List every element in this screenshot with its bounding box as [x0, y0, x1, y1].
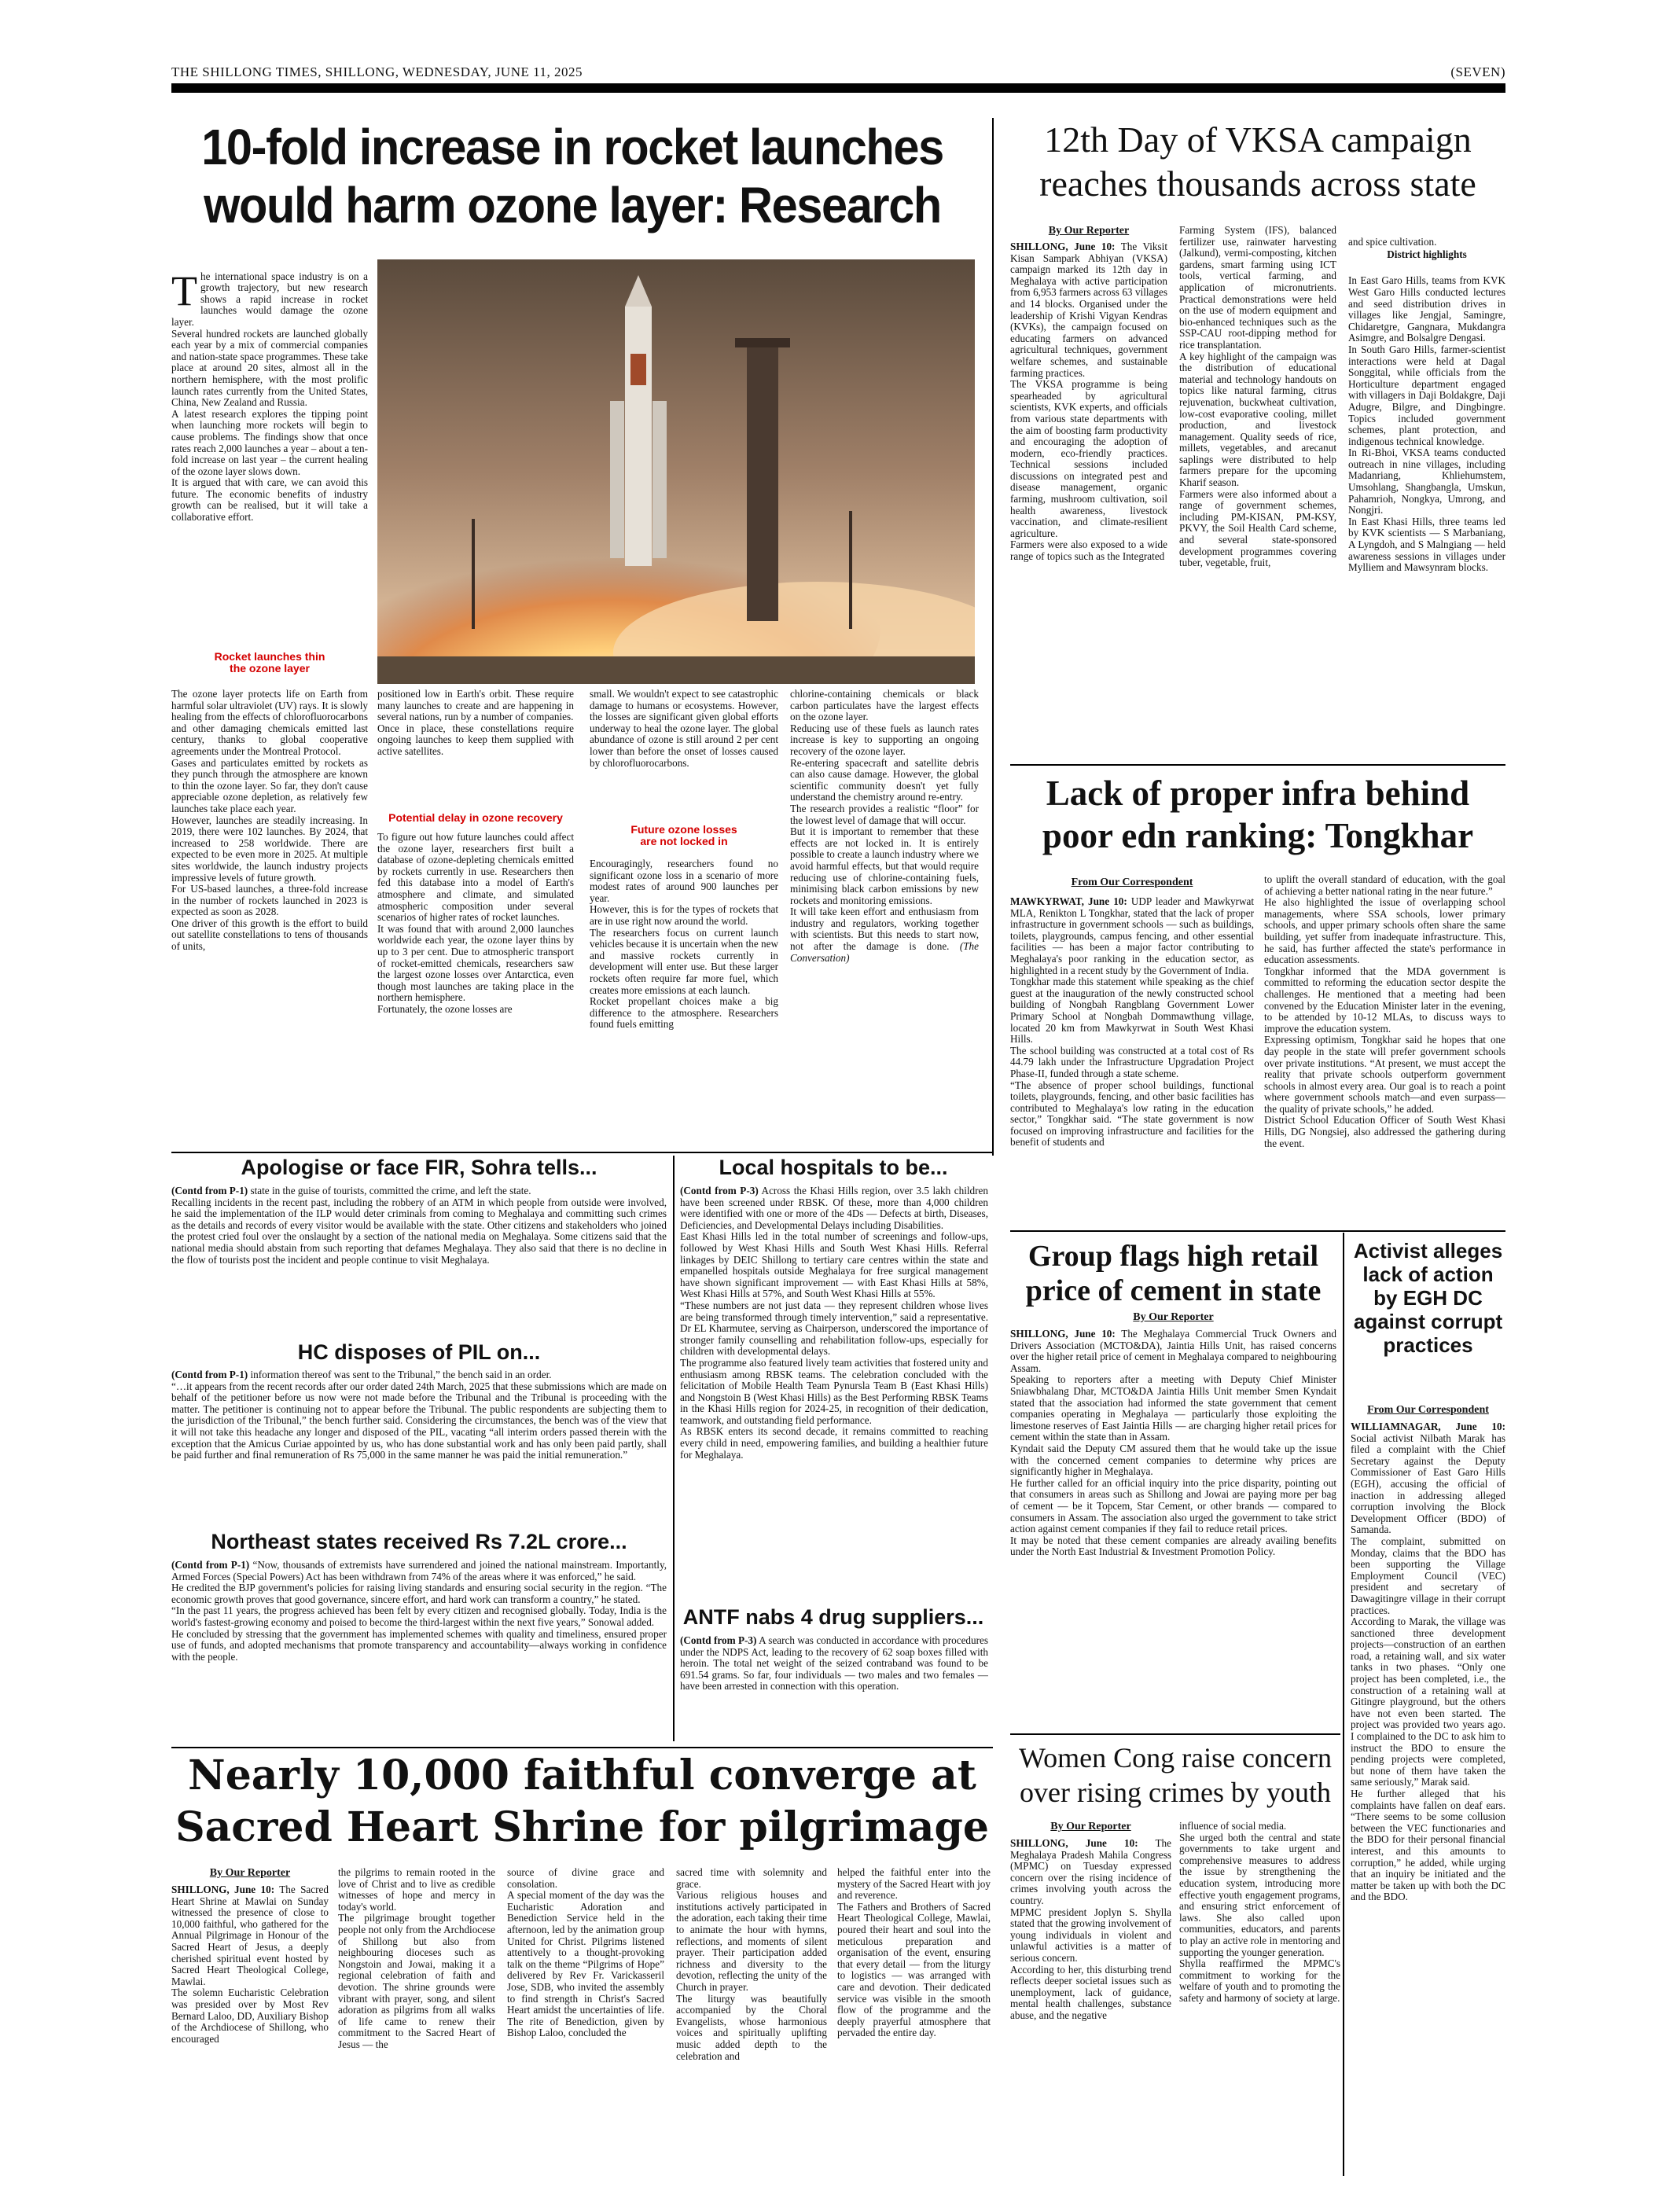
cement-dateline: SHILLONG, June 10: — [1010, 1329, 1116, 1340]
sohra-body: (Contd from P-1) state in the guise of tourists, committed the crime, and left the state. Recalling incidents in the recent past, including the robbery of an ATM in which people from outside were involved, he said the implementation of the ILP would deter criminals from coming to Meghalaya and committing such crimes as the details and records of every visitor would be available with the state. Other citizens and stakeholders who joined the protest cried foul over the onslaught by a section of the national media on Meghalaya. Some citizens said that the national media should abstain from such reporting that defames Meghalaya. They also said that there is no decline in the flow of tourists post the incident and people continue to visit Meghalaya. — [171, 1185, 667, 1266]
activist-dateline: WILLIAMNAGAR, June 10: — [1351, 1421, 1505, 1432]
cement-body: SHILLONG, June 10: The Meghalaya Commercial Truck Owners and Drivers Association (MCTO&DA), Jaintia Hills Unit, has raised concerns over the higher retail price of cement in Meghalaya compared to neighbouring Assam. Speaking to reporters after a meeting with Deputy Chief Minister Sniawbhalang Dhar, MCTO&DA Jaintia Hills Unit member Smen Kyndait stated that the association had informed the state government that cement companies operating in Meghalaya — particularly those exploiting the limestone reserves of East Jaintia Hills — are charging higher retail prices for cement within the state than in Assam. Kyndait said the Deputy CM assured them that he would take up the issue with the concerned cement companies to determine why prices are significantly higher in Meghalaya. He further called for an official inquiry into the price disparity, pointing out that consumers in areas such as Shillong and Jowai are paying more per bag of cement — be it Topcem, Star Cement, or other brands — compared to consumers in Assam. The association also urged the government to take strict action against cement companies if they fail to reduce retail prices. It may be noted that these cement companies are already availing benefits under the North East Industrial & Investment Promotion Policy. — [1010, 1329, 1336, 1558]
rule-v-rocket — [992, 118, 994, 1156]
rocket-col1-bottom: The ozone layer protects life on Earth from harmful solar ultraviolet (UV) rays. It is slowly healing from the effects of chlorofluorocarbons and other damaging chemicals emitted last century, thanks to global cooperative agreements under the Montreal Protocol. Gases and particulates emitted by rockets as they punch through the atmosphere are known to thin the ozone layer. So far, they don't cause appreciable ozone depletion, as relatively few launches take place each year. However, launches are steadily increasing. In 2019, there were 102 launches. By 2024, that increased to 258 worldwide. There are expected to be even more in 2025. At multiple sites worldwide, the launch industry projects impressive levels of future growth. For US-based launches, a three-fold increase in the number of rockets launched in 2023 is expected as soon as 2028. One driver of this growth is the effort to build out satellite constellations to tens of thousands of units, — [171, 689, 368, 953]
pilgrimage-byline: By Our Reporter — [209, 1867, 291, 1879]
sohra-headline: Apologise or face FIR, Sohra tells... — [241, 1156, 597, 1179]
rocket-launch-image — [377, 259, 975, 684]
vksa-col1: SHILLONG, June 10: The Viksit Kisan Sampark Abhiyan (VKSA) campaign marked its 12th day in Meghalaya with active participation from 6,953 farmers across 63 villages and 14 blocks. Organised under the leadership of Krishi Vigyan Kendras (KVKs), the campaign focused on educating farmers on advanced agricultural techniques, government welfare schemes, and sustainable farming practices. The VKSA programme is being spearheaded by agricultural scientists, KVK experts, and officials from various state departments with the aim of boosting farm productivity and encouraging the adoption of modern, eco-friendly practices. Technical sessions included discussions on integrated pest and disease management, organic farming, mushroom cultivation, soil health awareness, livestock vaccination, and climate-resilient agriculture. Farmers were also exposed to a wide range of topics such as the Integrated — [1010, 241, 1167, 563]
mpmc-dateline: SHILLONG, June 10: — [1010, 1838, 1138, 1849]
drop-cap: T — [171, 266, 197, 314]
pilgrimage-col2: the pilgrims to remain rooted in the love of Christ and to live as credible witnesses of hope and mercy in today's world. The pilgrimage brought together people not only from the Archdiocese of Shillong but also from neighbouring dioceses such as Nongstoin and Jowai, making it a regional celebration of faith and devotion. The shrine grounds were vibrant with prayer, song, and silent adoration as pilgrims from all walks of life came to renew their commitment to the Sacred Heart of Jesus — the — [338, 1867, 495, 2050]
hc-body: (Contd from P-1) information thereof was sent to the Tribunal,” the bench said in an order. “…it appears from the recent records after our order dated 24th March, 2025 that these submissions which are made on behalf of the petitioner before us now were not made before the Tribunal and the Tribunal is proceeding with the matter. The petitioner is continuing not to appear before the Tribunal. The public respondents are subjecting them to the jurisdiction of the Tribunal,” the bench further said. Considering the circumstances, the bench was of the view that it will not take this headache any longer and disposed of the PIL, vacating “all interim orders passed therein with the exception that the Amicus Curiae appointed by us, who has done substantial work and has only been paid partly, shall be paid further and final remuneration of Rs 75,000 in the same manner he was paid the initial remuneration.” — [171, 1369, 667, 1461]
vksa-byline: By Our Reporter — [1048, 225, 1130, 237]
mpmc-col1: SHILLONG, June 10: The Meghalaya Pradesh Mahila Congress (MPMC) on Tuesday expressed concern over the rising incidence of crimes involving youth across the country. MPMC president Joplyn S. Shylla stated that the growing involvement of young individuals in violent and unlawful activities is a matter of serious concern. According to her, this disturbing trend reflects deeper societal issues such as unemployment, lack of guidance, mental health challenges, substance abuse, and the negative — [1010, 1838, 1171, 2021]
page-header — [171, 64, 1505, 80]
rocket-headline: 10-fold increase in rocket launches would harm ozone layer: Research — [201, 119, 943, 233]
rule-h-contd — [171, 1152, 993, 1153]
activist-byline: From Our Correspondent — [1367, 1404, 1489, 1416]
rocket-launch-photo — [377, 259, 975, 684]
header-rule-thick — [171, 83, 1505, 93]
rocket-col2-bottom: To figure out how future launches could affect the ozone layer, researchers first built a database of ozone-depleting chemicals emitted by rockets currently in use. Researchers then fed this database into a model of Earth's atmosphere and climate, and simulated atmospheric composition under several scenarios of higher rates of rocket launches. It was found that with around 2,000 launches worldwide each year, the ozone layer thins by up to 3 per cent. Due to atmospheric transport of rocket-emitted chemicals, researchers saw the largest ozone losses over Antarctica, even though most launches are taking place in the northern hemisphere. Fortunately, the ozone losses are — [377, 832, 574, 1015]
vksa-col3: and spice cultivation. District highlights In East Garo Hills, teams from KVK West Garo Hills conducted lectures and seed distribution drives in villages like Jengjal, Samingre, Chidaretgre, Gangnara, Mukdangra Asimgre, and Bolsalgre Dengasi. In South Garo Hills, farmer-scientist interactions were held at Dagal Songgital, while officials from the Horticulture department engaged with villagers in Daji Boldakgre, Daji Adugre, Bilgre, and Dingbingre. Topics included government schemes, plant protection, and indigenous technical knowledge. In Ri-Bhoi, VKSA teams conducted outreach in nine villages, including Madanriang, Khliehumstem, Umsohlang, Shangbangla, Umskun, Pahamrioh, Nongkya, Umrong, and Nongjri. In East Khasi Hills, three teams led by KVK scientists — S Marbaniang, A Lyngdoh, and S Malngiang — held awareness sessions in villages under Mylliem and Mawsynram blocks. — [1348, 235, 1505, 574]
vksa-dateline: SHILLONG, June 10: — [1010, 241, 1116, 252]
hospitals-body: (Contd from P-3) Across the Khasi Hills region, over 3.5 lakh children have been screened under RBSK. Of these, more than 4,000 children were identified with one or more of the 4Ds — Defects at birth, Diseases, Deficiencies, and Developmental Delays including Disabilities. East Khasi Hills led in the total number of screenings and follow-ups, followed by West Khasi Hills and South West Khasi Hills. Referral linkages by DEIC Shillong to tertiary care centres within the state and empanelled hospitals outside Meghalaya for free surgical management have shown significant improvement — with East Khasi Hills at 58%, West Khasi Hills at 57%, and South West Khasi Hills at 55%. “These numbers are not just data — they represent children whose lives are being transformed through timely intervention,” said a representative. Dr EL Kharmutee, serving as Chairperson, underscored the importance of stronger family counselling and rehabilitation follow-ups, especially for children with developmental delays. The programme also featured lively team activities that fostered unity and enthusiasm among RBSK teams. The celebration concluded with the felicitation of Mobile Health Team Pynursla Team B (East Khasi Hills) and Nongstoin B (West Khasi Hills) as the Best Performing RBSK Teams in the Khasi Hills region for 2024-25, in recognition of their dedication, teamwork, and outstanding field performance. As RBSK enters its second decade, it remains committed to reaching every child in need, empowering families, and building a healthier future for Meghalaya. — [680, 1185, 988, 1461]
vksa-headline: 12th Day of VKSA campaign reaches thousands across state — [1039, 119, 1476, 204]
pilgrimage-col4: sacred time with solemnity and grace. Various religious houses and institutions actively participated in the adoration, each taking their time to animate the hour with hymns, reflections, and moments of silent prayer. Their participation added richness and diversity to the devotion, reflecting the unity of the Church in prayer. The liturgy was beautifully accompanied by the Choral Evangelists, whose harmonious voices and spiritually uplifting music added depth to the celebration and — [676, 1867, 827, 2062]
northeast-headline: Northeast states received Rs 7.2L crore... — [211, 1530, 627, 1553]
rule-v-activist — [1343, 1233, 1344, 2176]
tongkhar-byline: From Our Correspondent — [1071, 877, 1193, 888]
pilgrimage-headline: Nearly 10,000 faithful converge at Sacred Heart Shrine for pilgrimage — [175, 1751, 989, 1851]
rocket-subhead-1: Rocket launches thin the ozone layer — [214, 650, 325, 674]
page-number: (SEVEN) — [1450, 64, 1505, 79]
mpmc-headline: Women Cong raise concern over rising crimes by youth — [1019, 1742, 1332, 1808]
rule-h-vksa — [1010, 764, 1505, 766]
antf-body: (Contd from P-3) A search was conducted in accordance with procedures under the NDPS Act, leading to the recovery of 62 soap boxes filled with heroin. The total net weight of the seized contraband was found to be 691.54 grams. So far, four individuals — two males and two females — have been arrested in connection with this operation. — [680, 1635, 988, 1693]
rule-h-mpmc — [1010, 1733, 1340, 1735]
rocket-credit: (The Conversation) — [790, 940, 979, 964]
rocket-subhead-2: Potential delay in ozone recovery — [388, 811, 563, 824]
vksa-subhead: District highlights — [1387, 248, 1467, 261]
rule-h-pilgrim — [171, 1747, 993, 1748]
northeast-body: (Contd from P-1) “Now, thousands of extremists have surrendered and joined the national mainstream. Importantly, Armed Forces (Special Powers) Act has been withdrawn from 74% of the areas where it was enforced,” he said. He credited the BJP government's policies for raising living standards and ensuring social security in the region. “The economic growth proves that good governance, sincere effort, and hard work can transform a country,” he stated. “In the past 11 years, the progress achieved has been felt by every citizen and recognised globally. Today, India is the world's fastest-growing economy and poised to become the third-largest within the next five years,” Sonowal added. He concluded by stressing that the government has implemented schemes with quality and timeliness, ensured proper use of funds, and adopted mechanisms that promote transparency and accountability—always working in confidence with the people. — [171, 1560, 667, 1663]
cement-headline: Group flags high retail price of cement in state — [1025, 1240, 1322, 1307]
activist-headline: Activist alleges lack of action by EGH DC against corrupt practices — [1353, 1239, 1503, 1357]
tongkhar-dateline: MAWKYRWAT, June 10: — [1010, 896, 1127, 907]
hc-headline: HC disposes of PIL on... — [297, 1340, 541, 1364]
hospitals-headline: Local hospitals to be... — [719, 1156, 948, 1179]
tongkhar-col2: to uplift the overall standard of education, with the goal of achieving a better national rating in the near future.” He also highlighted the issue of overlapping school managements, where SSA schools, lower primary schools, and upper primary schools often share the same building, yet suffer from inadequate infrastructure. This, he said, has further affected the state's performance in education assessments. Tongkhar informed that the MDA government is committed to reforming the education sector despite the challenges. He mentioned that a meeting had been convened by the Education Minister later in the evening, to be attended by 10-12 MLAs, to discuss ways to improve the education system. Expressing optimism, Tongkhar said he hopes that one day people in the state will prefer government schools over private institutions. “At present, we must accept the reality that private schools outperform government schools in almost every area. Our goal is to reach a point where government schools match—and even surpass—the quality of private schools,” he added. District School Education Officer of South West Khasi Hills, DG Nongsiej, also addressed the gathering during the event. — [1264, 874, 1505, 1149]
tongkhar-col1: MAWKYRWAT, June 10: UDP leader and Mawkyrwat MLA, Renikton L Tongkhar, stated that the lack of proper infrastructure in government schools — such as buildings, toilets, playgrounds, campus fencing, and other essential facilities — has been a major factor contributing to Meghalaya's poor ranking in the education sector, as highlighted in a recent study by the Government of India. Tongkhar made this statement while speaking as the chief guest at the inauguration of the newly constructed school building of Nongbah Rangblang Government Lower Primary School at Nongbah Dommawthung village, located 20 km from Mawkyrwat in South West Khasi Hills. The school building was constructed at a total cost of Rs 44.79 lakh under the Infrastructure Upgradation Project Phase-II, funded through a state scheme. “The absence of proper school buildings, functional toilets, playgrounds, fencing, and other basic facilities has contributed to Meghalaya's low rating in the education sector,” Tongkhar said. “The state government is now focused on improving infrastructure and facilities for the benefit of students and — [1010, 896, 1254, 1149]
rocket-col3-bottom: Encouragingly, researchers found no significant ozone loss in a scenario of more modest rates of around 900 launches per year. However, this is for the types of rockets that are in use right now around the world. The researchers focus on current launch vehicles because it is uncertain when the new and massive rockets currently in development will enter use. But these larger rockets often require far more fuel, which creates more emissions at each launch. Rocket propellant choices make a big difference to the atmosphere. Researchers found fuels emitting — [590, 858, 778, 1031]
rocket-subhead-3: Future ozone losses are not locked in — [630, 823, 737, 847]
rocket-col3-top: small. We wouldn't expect to see catastrophic damage to humans or ecosystems. However, the losses are significant given global efforts underway to heal the ozone layer. The global abundance of ozone is still around 2 per cent lower than before the onset of losses caused by chlorofluorocarbons. — [590, 689, 778, 769]
tongkhar-headline: Lack of proper infra behind poor edn ranking: Tongkhar — [1042, 774, 1474, 855]
mpmc-byline: By Our Reporter — [1050, 1821, 1131, 1832]
rule-v-contd — [673, 1156, 675, 1741]
rocket-col1-top: The international space industry is on a growth trajectory, but new research shows a rapid increase in rocket launches would damage the ozone layer. Several hundred rockets are launched globally each year by a mix of commercial companies and nation-state space programmes. These take place at around 20 sites, almost all in the northern hemisphere, with the most prolific launch rates currently from the United States, China, New Zealand and Russia. A latest research explores the tipping point when launching more rockets will begin to cause problems. The findings show that once rates reach 2,000 launches a year – about a ten-fold increase on last year – the current healing of the ozone layer slows down. It is argued that with care, we can avoid this future. The economic benefits of industry growth can be realised, but it will take a collaborative effort. — [171, 266, 368, 524]
pilgrimage-col5: helped the faithful enter into the mystery of the Sacred Heart with joy and reverence. The Fathers and Brothers of Sacred Heart Theological College, Mawlai, poured their heart and soul into the meticulous preparation and organisation of the event, ensuring that every detail — from the liturgy to logistics — was arranged with care and devotion. Their dedicated service was visible in the smooth flow of the programme and the deeply prayerful atmosphere that pervaded the entire day. — [837, 1867, 991, 2039]
rule-h-cement — [1010, 1230, 1505, 1232]
rocket-col2-top: positioned low in Earth's orbit. These require many launches to create and are happening in several nations, run by a number of companies. Once in place, these constellations require ongoing launches to keep them supplied with active satellites. — [377, 689, 574, 757]
rocket-col4: chlorine-containing chemicals or black carbon particulates have the largest effects on the ozone layer. Reducing use of these fuels as launch rates increase is key to supporting an ongoing recovery of the ozone layer. Re-entering spacecraft and satellite debris can also cause damage. However, the global scientific community doesn't yet fully understand the chemistry around re-entry. The research provides a realistic “floor” for the lowest level of damage that will occur. But it is important to remember that these effects are not locked in. It is entirely possible to create a launch industry where we avoid harmful effects, but that would require reducing use of chlorine-containing fuels, minimising black carbon emissions by new rockets and monitoring emissions. It will take keen effort and enthusiasm from industry and regulators, working together with scientists. But this needs to start now, not after the damage is done. (The Conversation) — [790, 689, 979, 964]
pilgrimage-col1: SHILLONG, June 10: The Sacred Heart Shrine at Mawlai on Sunday witnessed the presence of close to 10,000 faithful, who gathered for the Annual Pilgrimage in Honour of the Sacred Heart of Jesus, a deeply cherished spiritual event hosted by Sacred Heart Theological College, Mawlai. The solemn Eucharistic Celebration was presided over by Most Rev Bernard Laloo, DD, Auxiliary Bishop of the Archdiocese of Shillong, who encouraged — [171, 1884, 329, 2045]
page-header-left: THE SHILLONG TIMES, SHILLONG, WEDNESDAY, JUNE 11, 2025 — [171, 64, 583, 79]
antf-headline: ANTF nabs 4 drug suppliers... — [682, 1605, 984, 1629]
mpmc-col2: influence of social media. She urged both the central and state governments to take urgent and comprehensive measures to address the issue by strengthening the education system, introducing more effective youth engagement programs, and ensuring strict enforcement of laws. She also called upon communities, educators, and parents to play an active role in mentoring and supporting the younger generation. Shylla reaffirmed the MPMC's commitment to working for the welfare of youth and to promoting the safety and harmony of society at large. — [1179, 1821, 1340, 2004]
activist-body: WILLIAMNAGAR, June 10: Social activist Nilbath Marak has filed a complaint with the Chief Secretary against the Deputy Commissioner of East Garo Hills (EGH), accusing the official of inaction in addressing alleged corruption involving the Block Development Officer (BDO) of Samanda. The complaint, submitted on Monday, claims that the BDO has been supporting the Village Employment Council (VEC) president and secretary of Dawagitingre village in their corrupt practices. According to Marak, the village was sanctioned three development projects—construction of an earthen road, a retaining wall, and six water tanks in two phases. “Only one project has been completed, i.e., the construction of a retaining wall at Gitingre playground, but the others have not even been started. The project was provided two years ago. I complained to the DC to ask him to instruct the BDO to ensure the pending projects were completed, but none of them have taken the same seriously,” Marak said. He further alleged that his complaints have fallen on deaf ears. “There seems to be some collusion between the VEC functionaries and the BDO for their personal financial interest, and this amounts to corruption,” he added, while urging that an inquiry be initiated and the matter be taken up with both the DC and the BDO. — [1351, 1421, 1505, 1903]
pilgrimage-dateline: SHILLONG, June 10: — [171, 1884, 275, 1895]
pilgrimage-col3: source of divine grace and consolation. A special moment of the day was the Eucharistic Adoration and Benediction Service held in the afternoon, led by the animation group United for Christ. Pilgrims listened attentively to a thought-provoking talk on the theme “Pilgrims of Hope” delivered by Rev Fr. Varickasseril Jose, SDB, who invited the assembly to find strength in Christ's Sacred Heart amidst the uncertainties of life. The rite of Benediction, given by Bishop Laloo, concluded the — [507, 1867, 664, 2039]
vksa-col2: Farming System (IFS), balanced fertilizer use, rainwater harvesting (Jalkund), vermi-composting, kitchen gardens, smart farming using ICT tools, vertical farming, and application of micronutrients. Practical demonstrations were held on the use of modern equipment and bio-enhanced techniques such as the SSP-CAU root-dipping method for rice transplantation. A key highlight of the campaign was the distribution of educational material and technology handouts on topics like natural farming, citrus rejuvenation, buckwheat cultivation, low-cost evaporative cooling, millet production, and livestock management. Quality seeds of rice, millets, vegetables, and arecanut saplings were distributed to help farmers prepare for the upcoming Kharif season. Farmers were also informed about a range of government schemes, including PM-KISAN, PM-KSY, PKVY, the Soil Health Card scheme, and several state-sponsored development programmes covering tuber, vegetable, fruit, — [1179, 225, 1336, 569]
cement-byline: By Our Reporter — [1133, 1311, 1214, 1323]
